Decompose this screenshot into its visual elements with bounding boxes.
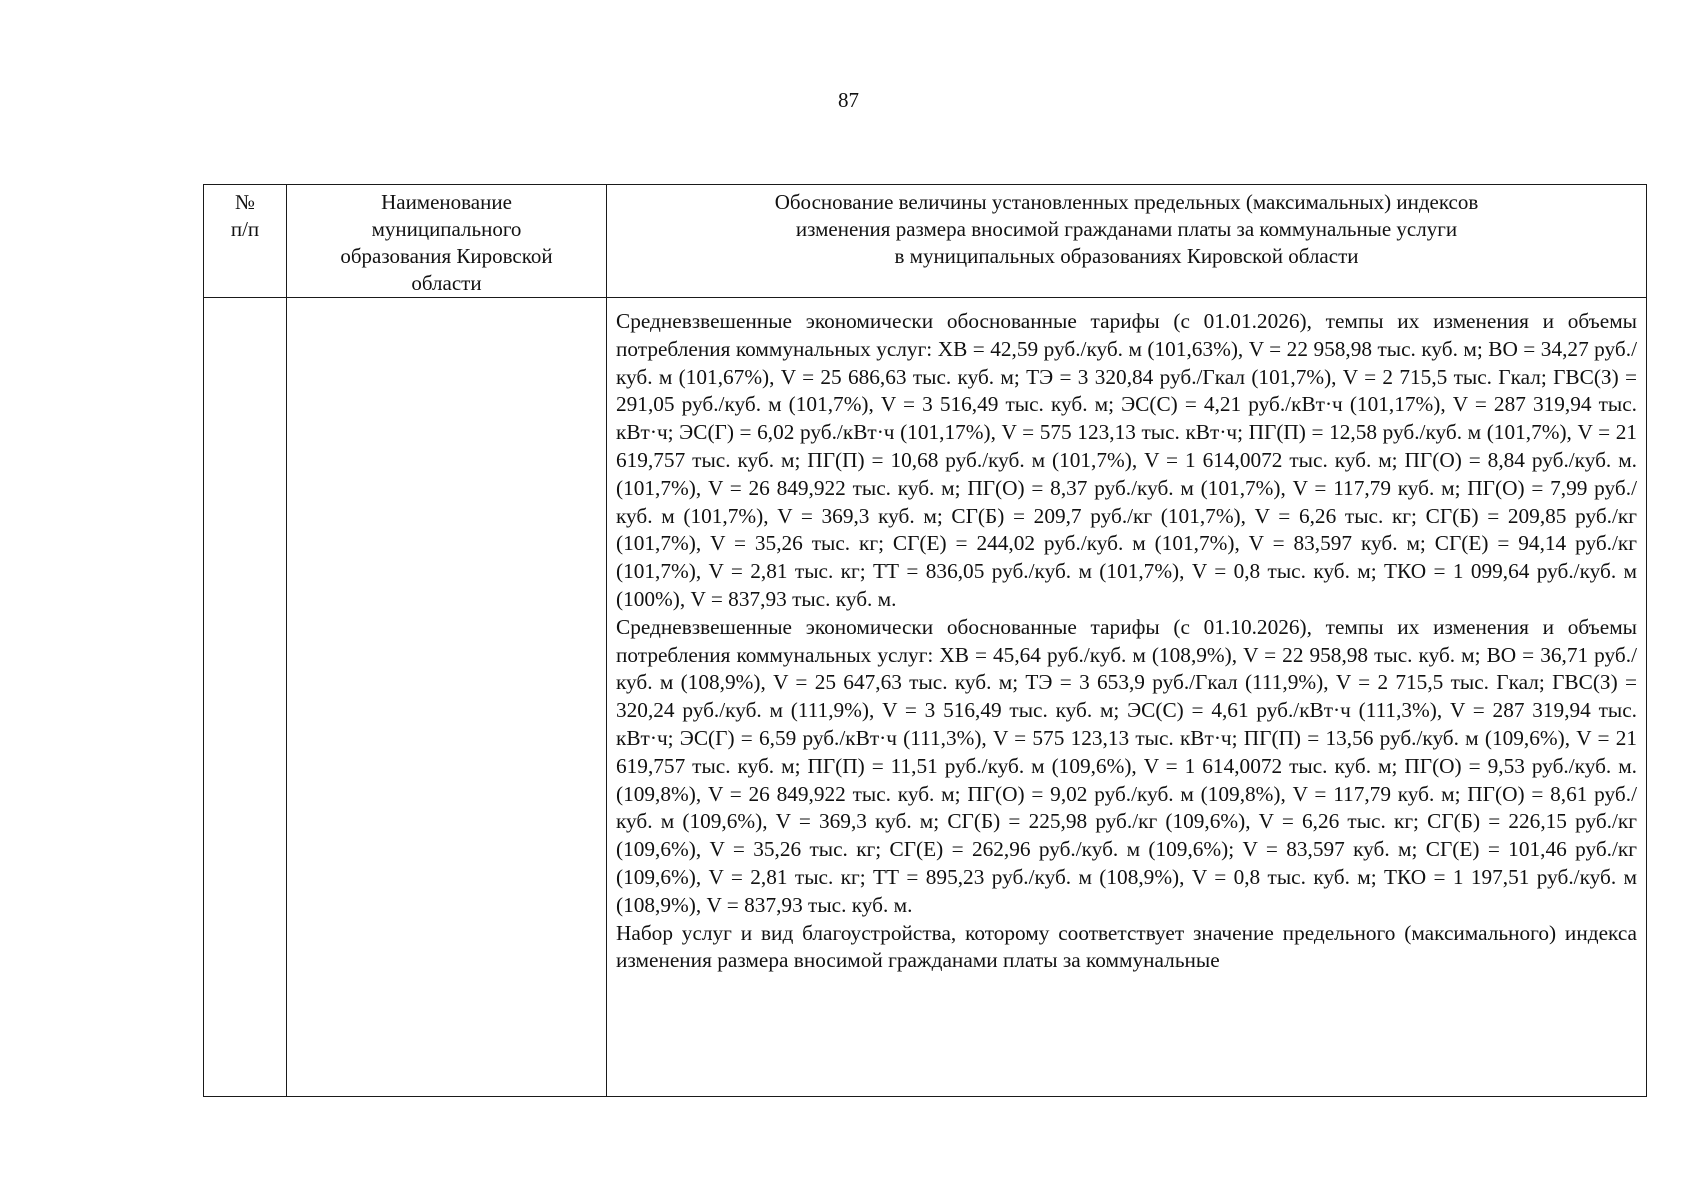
justification-text <box>607 298 1646 1096</box>
header-municipality-line: муниципального <box>371 217 522 241</box>
page-number: 87 <box>838 88 859 112</box>
row-number-cell <box>204 298 287 1097</box>
header-justification-line: в муниципальных образованиях Кировской области <box>894 244 1359 268</box>
header-municipality-line: области <box>411 271 482 295</box>
tariff-paragraph-oct: Средневзвешенные экономически обоснованные тарифы (с 01.10.2026), темпы их изменения и объемы потребления коммунальных услуг: ХВ = 45,64 руб./куб. м (108,9%), V = 22 958,98 тыс. куб. м; ВО = 36,71 руб./куб. м (108,9%), V = 25 647,63 тыс. куб. м; ТЭ = 3 653,9 руб./Гкал (111,9%), V = 2 715,5 тыс. Гкал; ГВС(З) = 320,24 руб./куб. м (111,9%), V = 3 516,49 тыс. куб. м; ЭС(С) = 4,61 руб./кВт·ч (111,3%), V = 287 319,94 тыс. кВт·ч; ЭС(Г) = 6,59 руб./кВт·ч (111,3%), V = 575 123,13 тыс. кВт·ч; ПГ(П) = 13,56 руб./куб. м (109,6%), V = 21 619,757 тыс. куб. м; ПГ(П) = 11,51 руб./куб. м (109,6%), V = 1 614,0072 тыс. куб. м; ПГ(О) = 9,53 руб./куб. м. (109,8%), V = 26 849,922 тыс. куб. м; ПГ(О) = 9,02 руб./куб. м (109,8%), V = 117,79 куб. м; ПГ(О) = 8,61 руб./куб. м (109,6%), V = 369,3 куб. м; СГ(Б) = 225,98 руб./кг (109,6%), V = 6,26 тыс. кг; СГ(Б) = 226,15 руб./кг (109,6%), V = 35,26 тыс. кг; СГ(Е) = 262,96 руб./куб. м (109,6%); V = 83,597 куб. м; СГ(Е) = 101,46 руб./кг (109,6%), V = 2,81 тыс. кг; ТТ = 895,23 руб./куб. м (108,9%), V = 0,8 тыс. куб. м; ТКО = 1 197,51 руб./куб. м (108,9%), V = 837,93 тыс. куб. м. <box>616 614 1637 917</box>
header-municipality-line: образования Кировской <box>340 244 553 268</box>
row-municipality <box>287 298 606 1084</box>
header-justification-line: Обоснование величины установленных предельных (максимальных) индексов <box>774 190 1479 214</box>
table-header-row <box>204 185 1647 298</box>
header-justification-column <box>607 185 1647 298</box>
services-paragraph: Набор услуг и вид благоустройства, которому соответствует значение предельного (максимального) индекса изменения размера вносимой гражданами платы за коммунальные <box>616 920 1637 973</box>
row-municipality-cell <box>287 298 607 1097</box>
header-number-line: п/п <box>230 217 260 241</box>
header-municipality-column <box>287 185 607 298</box>
tariff-table <box>203 184 1647 1097</box>
table-row <box>204 298 1647 1097</box>
header-justification-line: изменения размера вносимой гражданами платы за коммунальные услуги <box>795 217 1458 241</box>
row-justification-cell <box>607 298 1647 1097</box>
header-number-column <box>204 185 287 298</box>
header-number-line: № <box>234 190 256 214</box>
header-municipality-line: Наименование <box>381 190 512 214</box>
row-number <box>204 298 286 1084</box>
tariff-paragraph-jan: Средневзвешенные экономически обоснованные тарифы (с 01.01.2026), темпы их изменения и объемы потребления коммунальных услуг: ХВ = 42,59 руб./куб. м (101,63%), V = 22 958,98 тыс. куб. м; ВО = 34,27 руб./куб. м (101,67%), V = 25 686,63 тыс. куб. м; ТЭ = 3 320,84 руб./Гкал (101,7%), V = 2 715,5 тыс. Гкал; ГВС(З) = 291,05 руб./куб. м (101,7%), V = 3 516,49 тыс. куб. м; ЭС(С) = 4,21 руб./кВт·ч (101,17%), V = 287 319,94 тыс. кВт·ч; ЭС(Г) = 6,02 руб./кВт·ч (101,17%), V = 575 123,13 тыс. кВт·ч; ПГ(П) = 12,58 руб./куб. м (101,7%), V = 21 619,757 тыс. куб. м; ПГ(П) = 10,68 руб./куб. м (101,7%), V = 1 614,0072 тыс. куб. м; ПГ(О) = 8,84 руб./куб. м. (101,7%), V = 26 849,922 тыс. куб. м; ПГ(О) = 8,37 руб./куб. м (101,7%), V = 117,79 куб. м; ПГ(О) = 7,99 руб./куб. м (101,7%), V = 369,3 куб. м; СГ(Б) = 209,7 руб./кг (101,7%), V = 6,26 тыс. кг; СГ(Б) = 209,85 руб./кг (101,7%), V = 35,26 тыс. кг; СГ(Е) = 244,02 руб./куб. м (101,7%), V = 83,597 куб. м; СГ(Е) = 94,14 руб./кг (101,7%), V = 2,81 тыс. кг; ТТ = 836,05 руб./куб. м (101,7%), V = 0,8 тыс. куб. м; ТКО = 1 099,64 руб./куб. м (100%), V = 837,93 тыс. куб. м. <box>616 309 1637 611</box>
